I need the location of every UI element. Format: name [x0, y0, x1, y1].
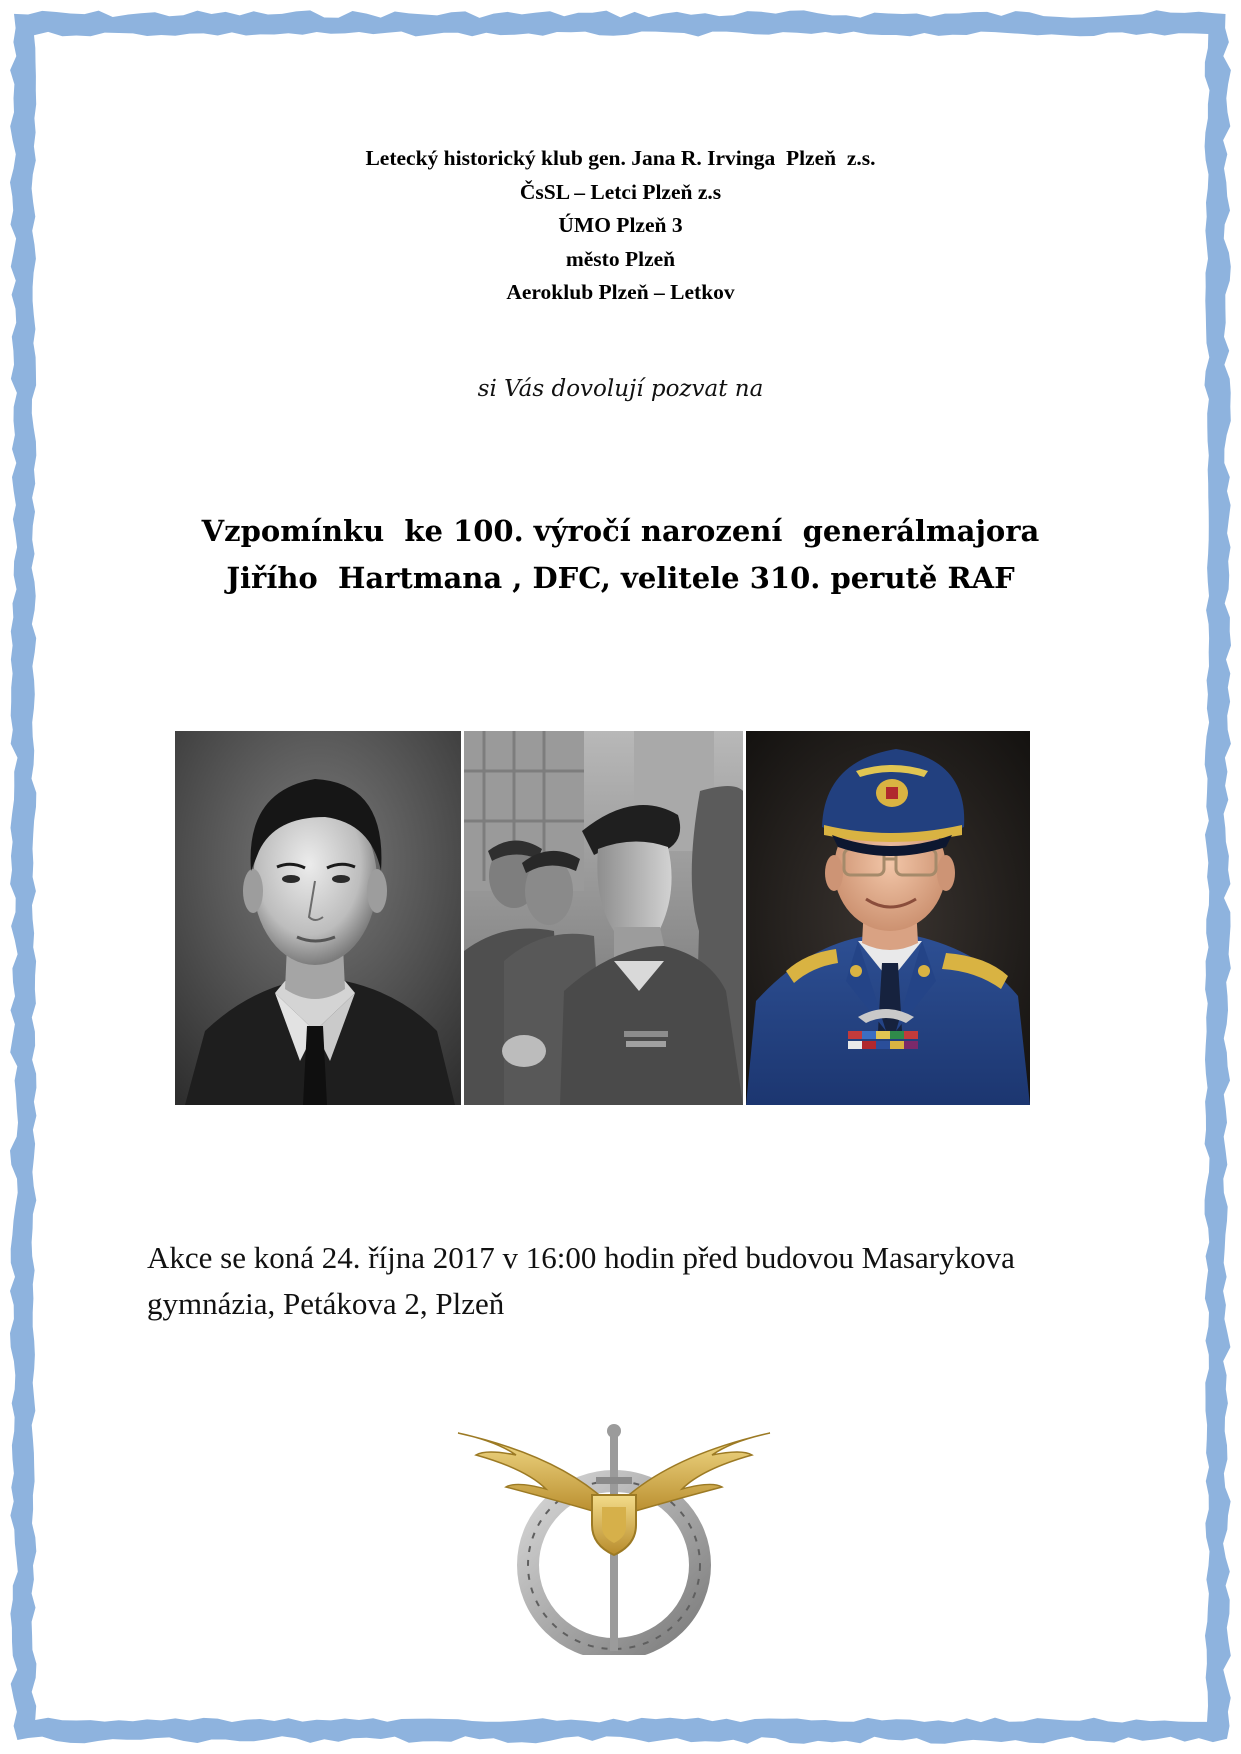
invitation-phrase: si Vás dovolují pozvat na [477, 376, 764, 402]
portrait-photo-uniform [746, 731, 1030, 1105]
parade-photo [464, 731, 743, 1105]
organizers-list [0, 142, 1241, 310]
event-headline [0, 508, 1241, 602]
photo-strip [175, 731, 1030, 1105]
headline-line-1: Vzpomínku ke 100. výročí narození generálmajora [201, 514, 1040, 548]
event-details [147, 1235, 1107, 1327]
portrait-photo-young [175, 731, 461, 1105]
organizer-line: ČsSL – Letci Plzeň z.s [519, 179, 722, 204]
organizer-line: ÚMO Plzeň 3 [558, 213, 683, 237]
event-details-line-2: gymnázia, Petákova 2, Plzeň [147, 1286, 505, 1321]
event-details-line-1: Akce se koná 24. října 2017 v 16:00 hodin před budovou Masarykova [147, 1240, 1015, 1275]
organizer-line: Letecký historický klub gen. Jana R. Irvinga Plzeň z.s. [365, 146, 876, 170]
air-force-badge-icon [456, 1415, 772, 1655]
headline-line-2: Jiřího Hartmana , DFC, velitele 310. perutě RAF [226, 561, 1015, 595]
organizer-line: město Plzeň [565, 246, 676, 271]
organizer-line: Aeroklub Plzeň – Letkov [506, 280, 735, 304]
